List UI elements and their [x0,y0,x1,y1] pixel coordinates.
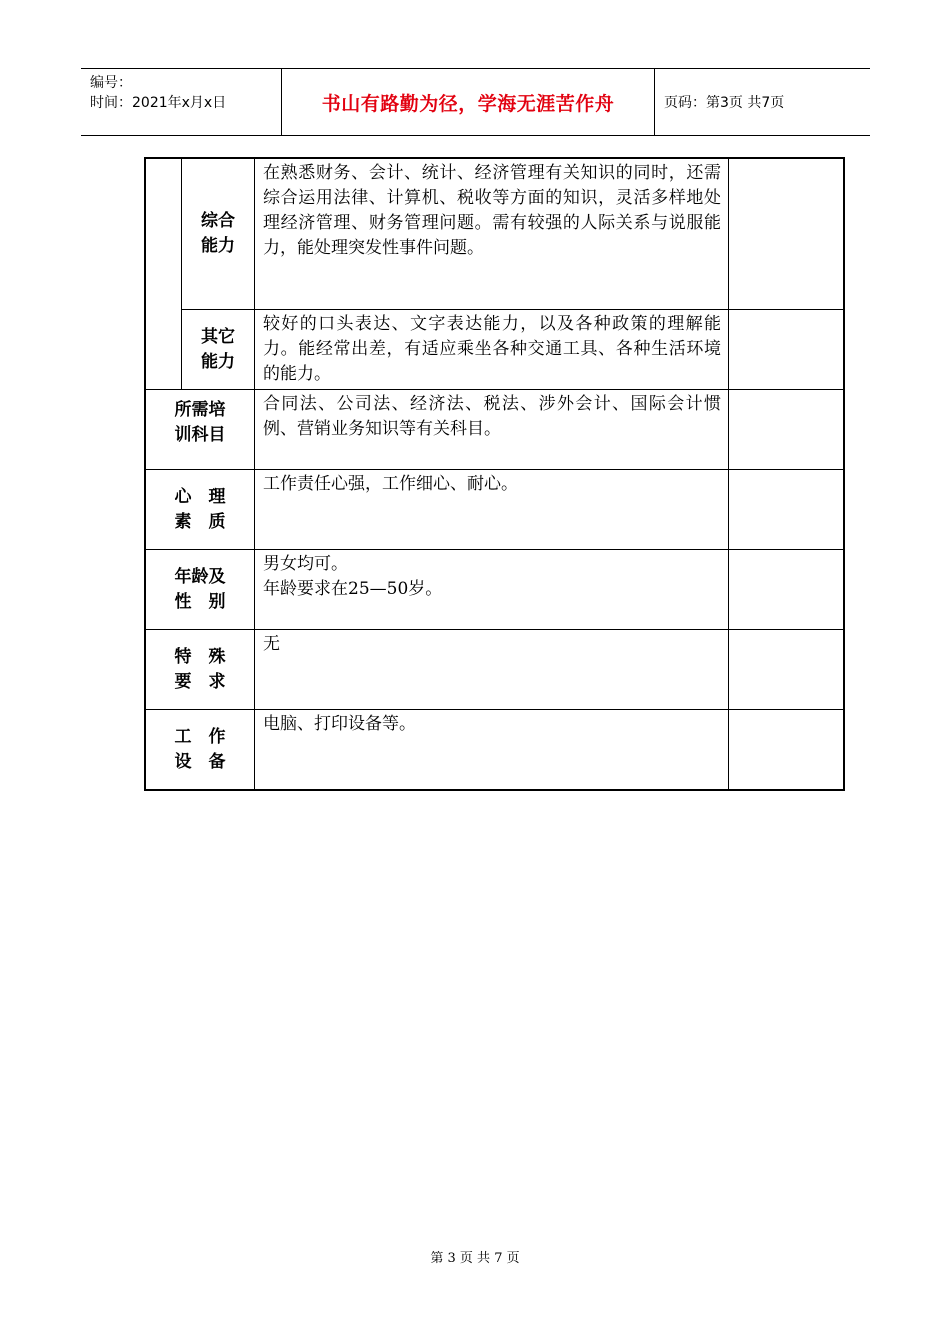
row-content: 无 [263,634,280,654]
page-footer: 第 3 页 共 7 页 [430,1251,520,1266]
row-content: 工作责任心强，工作细心、耐心。 [263,474,518,494]
row-label [182,310,254,389]
row-label-line: 特 殊 [174,647,226,667]
header-page-info: 页码：第3页 共7页 [664,95,785,111]
row-label-line: 能力 [201,351,235,372]
table-divider [728,159,729,789]
table-divider [254,159,255,789]
row-label [146,390,254,469]
row-content [263,552,721,602]
row-content: 较好的口头表达、文字表达能力，以及各种政策的理解能力。能经常出差，有适应乘坐各种交通工具、各种生活环境的能力。 [263,314,721,384]
row-label-line: 综合 [201,211,235,231]
row-label-line: 训科目 [174,425,226,445]
row-label-line: 年龄及 [174,567,226,587]
row-label-line: 设 备 [174,752,226,772]
header-motto: 书山有路勤为径，学海无涯苦作舟 [321,92,615,115]
row-content-line: 男女均可。 [263,554,348,574]
row-label-line: 心 理 [174,487,226,507]
requirements-table [144,157,845,791]
document-number-label: 编号： [90,75,132,91]
row-label [146,470,254,549]
header-meta [90,73,226,113]
row-label-line: 其它 [201,326,235,347]
row-content-line: 年龄要求在25—50岁。 [263,579,443,599]
row-label-line: 所需培 [174,400,226,420]
row-label [146,550,254,629]
row-label-line: 能力 [201,236,235,256]
row-label-line: 素 质 [174,512,226,532]
row-content: 在熟悉财务、会计、统计、经济管理有关知识的同时，还需综合运用法律、计算机、税收等方面的知识，灵活多样地处理经济管理、财务管理问题。需有较强的人际关系与说服能力，能处理突发性事件问题。 [263,163,721,258]
row-content: 合同法、公司法、经济法、税法、涉外会计、国际会计惯例、营销业务知识等有关科目。 [263,394,721,439]
row-label [146,710,254,789]
row-label-line: 工 作 [174,727,226,747]
row-label-line: 性 别 [174,592,226,612]
table-divider [181,309,843,310]
row-content: 电脑、打印设备等。 [263,714,416,734]
row-label [182,159,254,309]
row-label [146,630,254,709]
header-divider [654,69,655,136]
page-header [81,68,870,136]
document-time-label: 时间：2021年x月x日 [90,95,227,111]
row-label-line: 要 求 [174,672,226,692]
